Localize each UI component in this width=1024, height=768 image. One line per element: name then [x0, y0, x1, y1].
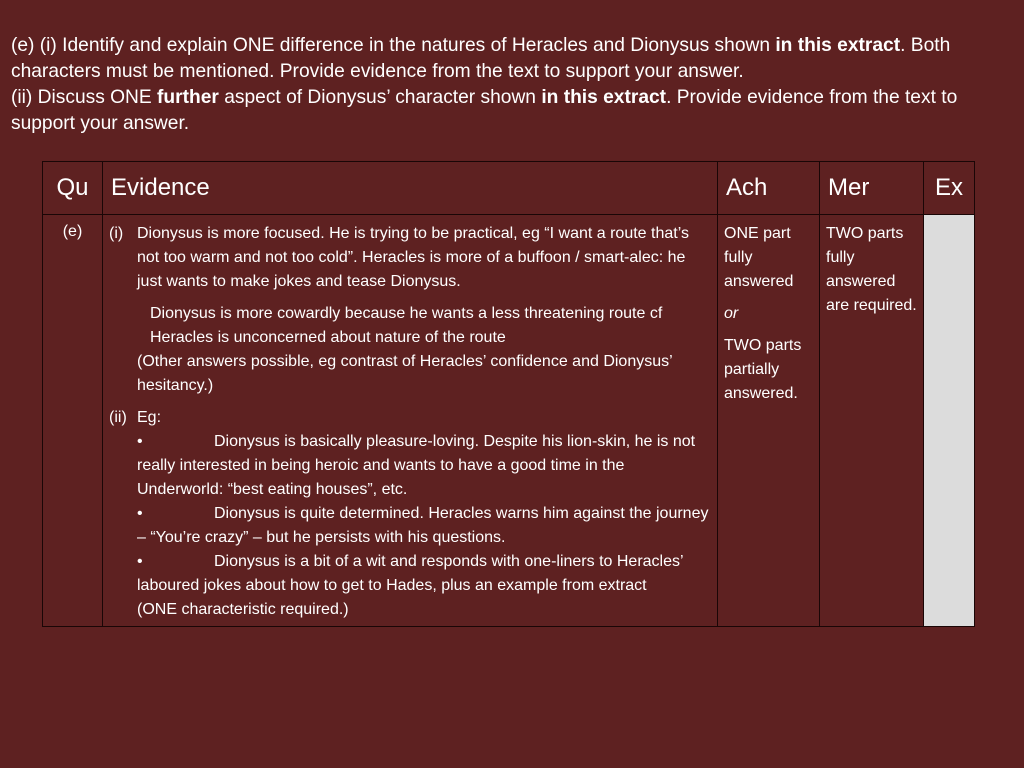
- emphasis-text: in this extract: [775, 35, 901, 56]
- bullet-text: Dionysus is basically pleasure-loving. Despite his lion-skin, he is not really interested in being heroic and wants to have a good time in the Underworld: “best eating houses”, etc.: [137, 433, 696, 498]
- header-mer: Mer: [820, 162, 924, 215]
- table-row: [43, 215, 975, 627]
- bullet-icon: •: [137, 553, 143, 570]
- bullet-icon: •: [137, 505, 143, 522]
- question-text-span: aspect of Dionysus’ character shown: [218, 87, 542, 108]
- part-i: [109, 222, 711, 398]
- ach-cell: [718, 215, 820, 627]
- bullet-text: Dionysus is quite determined. Heracles warns him against the journey – “You’re crazy” – but he persists with his questions.: [137, 505, 709, 546]
- question-text: [11, 33, 1001, 137]
- header-qu: Qu: [43, 162, 103, 215]
- header-row: [43, 162, 975, 215]
- question-text-span: . Provide evidence from the text to support your answer.: [11, 87, 958, 134]
- question-part-ii: [11, 85, 1001, 137]
- part-i-label: (i): [109, 225, 124, 242]
- part-i-note: (Other answers possible, eg contrast of Heracles’ confidence and Dionysus’ hesitancy.): [137, 353, 673, 394]
- ex-cell: [924, 215, 975, 627]
- part-ii-label: (ii): [109, 409, 127, 426]
- part-i-answer-2: Dionysus is more cowardly because he wants a less threatening route cf Heracles is unconcerned about nature of the route: [150, 305, 663, 346]
- question-text-span: (ii) Discuss ONE: [11, 87, 158, 108]
- ach-or: [724, 302, 813, 326]
- header-ach: Ach: [718, 162, 820, 215]
- emphasis-text: in this extract: [541, 87, 667, 108]
- part-ii-eg: Eg:: [137, 409, 162, 426]
- question-part-i: [11, 33, 1001, 85]
- header-evidence: Evidence: [103, 162, 718, 215]
- emphasis-text: further: [157, 87, 219, 108]
- mark-scheme-table: [42, 161, 975, 627]
- ach-or-text: or: [724, 305, 739, 322]
- part-ii-note: (ONE characteristic required.): [137, 601, 349, 618]
- evidence-cell: [103, 215, 718, 627]
- mer-cell: TWO parts fully answered are required.: [820, 215, 924, 627]
- qu-cell: (e): [43, 215, 103, 627]
- bullet-text: Dionysus is a bit of a wit and responds with one-liners to Heracles’ laboured jokes about how to get to Hades, plus an example from extract: [137, 553, 683, 594]
- part-ii-bullets: [109, 430, 711, 622]
- bullet-icon: •: [137, 433, 143, 450]
- ach-text-1: ONE part fully answered: [724, 225, 794, 290]
- list-item: [137, 430, 711, 502]
- part-ii: [109, 406, 711, 430]
- header-ex: Ex: [924, 162, 975, 215]
- question-text-span: (e) (i) Identify and explain ONE difference in the natures of Heracles and Dionysus shown: [11, 35, 776, 56]
- list-item: [137, 502, 711, 550]
- part-i-answer-1: Dionysus is more focused. He is trying to be practical, eg “I want a route that’s not too warm and not too cold”. Heracles is more of a buffoon / smart-alec: he just wants to make jokes and tease Dionysus.: [137, 225, 689, 290]
- list-item: [137, 550, 711, 598]
- ach-text-2: TWO parts partially answered.: [724, 337, 802, 402]
- question-text-span: . Both characters must be mentioned. Provide evidence from the text to support your answer.: [11, 35, 951, 82]
